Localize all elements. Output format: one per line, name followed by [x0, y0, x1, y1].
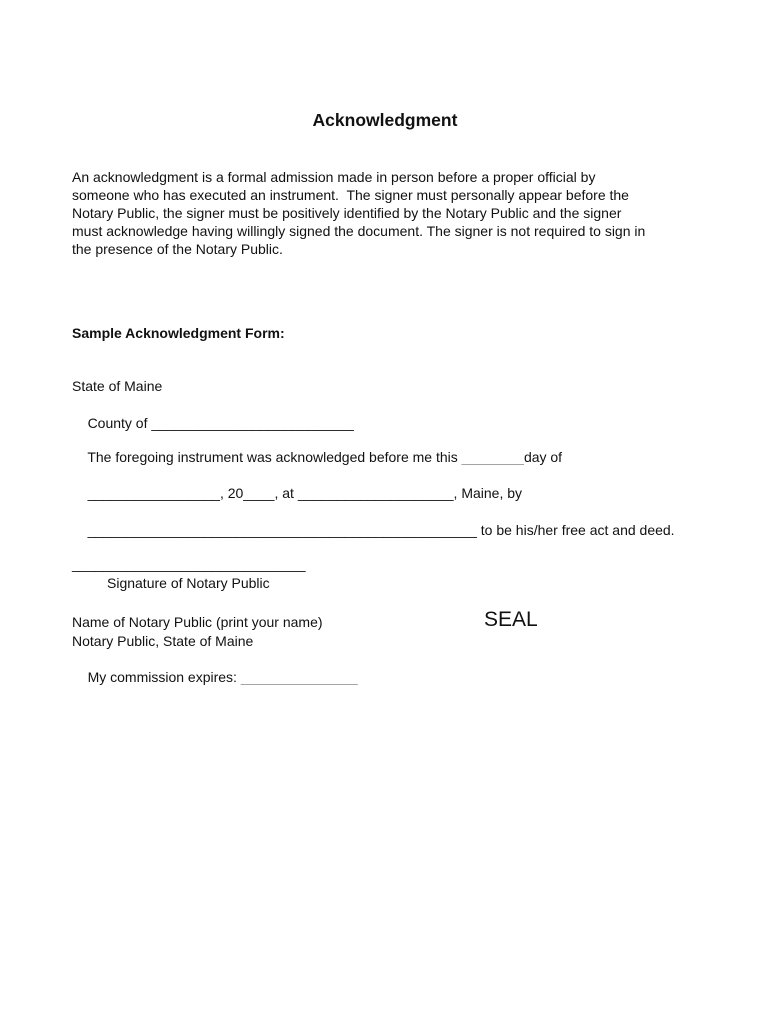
intro-line: someone who has executed an instrument. The signer must personally appear before the: [72, 187, 629, 203]
deed-suffix: to be his/her free act and deed.: [476, 522, 675, 538]
notary-name-label: Name of Notary Public (print your name): [72, 614, 323, 630]
page-title: Acknowledgment: [312, 110, 458, 130]
date-sep3: , Maine, by: [453, 485, 523, 501]
commission-label: My commission expires:: [87, 669, 241, 685]
intro-line: must acknowledge having willingly signed the document. The signer is not required to sign in: [72, 223, 646, 239]
date-sep2: , at: [274, 485, 298, 501]
date-sep1: , 20: [219, 485, 244, 501]
month-blank-line: _________________: [87, 485, 220, 501]
state-line: State of Maine: [72, 378, 163, 394]
sample-form-heading: Sample Acknowledgment Form:: [72, 325, 285, 341]
day-blank-field[interactable]: ________: [461, 449, 524, 465]
notary-state-line: Notary Public, State of Maine: [72, 633, 254, 649]
deed-line: [72, 503, 675, 557]
year-blank-line: ____: [243, 485, 275, 501]
signature-caption: Signature of Notary Public: [107, 575, 270, 591]
place-blank-line: ____________________: [297, 485, 454, 501]
intro-line: Notary Public, the signer must be positively identified by the Notary Public and the signer: [72, 205, 622, 221]
intro-line: An acknowledgment is a formal admission made in person before a proper official by: [72, 169, 596, 185]
signer-name-blank-line: __________________________________________________: [87, 522, 477, 538]
intro-line: the presence of the Notary Public.: [72, 241, 283, 257]
seal-label: SEAL: [484, 608, 538, 631]
commission-line: [72, 650, 358, 704]
day-suffix: day of: [523, 449, 563, 465]
foregoing-text: The foregoing instrument was acknowledged before me this: [87, 449, 462, 465]
county-blank-line: __________________________: [151, 415, 354, 431]
intro-paragraph: [72, 168, 712, 258]
commission-blank-field[interactable]: _______________: [240, 669, 358, 685]
signature-blank-line: ______________________________: [72, 556, 306, 572]
county-label: County of: [87, 415, 152, 431]
